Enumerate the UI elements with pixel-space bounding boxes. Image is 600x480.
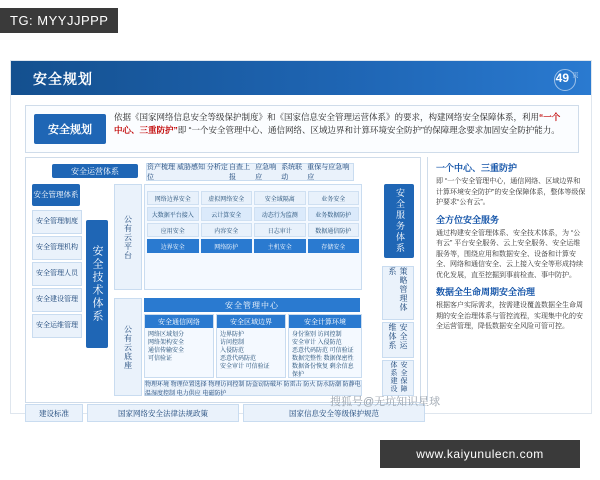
grid-cell-1-0: 大数据平台接入 <box>147 207 199 221</box>
grid-cell-2-0: 应用安全 <box>147 223 199 237</box>
sub-panel-network-title: 安全通信网络 <box>145 315 213 328</box>
sub-panel-compute-title: 安全计算环境 <box>289 315 361 328</box>
banner-tag: 安全规划 <box>34 114 106 144</box>
ops-item-2: 应急响应 <box>255 164 277 181</box>
ops-item-3: 系统联动 <box>281 164 303 181</box>
mgmt-item-3: 安全建设管理 <box>32 288 82 312</box>
standards-row <box>25 405 577 421</box>
grid-cell-0-3: 业务安全 <box>308 191 360 205</box>
mgmt-item-1: 安全管理机构 <box>32 236 82 260</box>
grid-cell-3-0: 边界安全 <box>147 239 199 253</box>
standards-chip-1: 国家网络安全法律法规政策 <box>87 404 239 422</box>
grid-row-2 <box>147 223 359 237</box>
physical-environment-strip: 物理环境 物理位置选择 物理访问控制 防盗窃防破坏 防雷击 防火 防水防潮 防静电 温湿度控制 电力供应 电磁防护 <box>145 382 361 397</box>
grid-cell-0-1: 虚拟网络安全 <box>201 191 253 205</box>
architecture-diagram <box>25 157 421 403</box>
page-number: 49 <box>555 71 569 85</box>
sub-panel-boundary <box>216 314 286 378</box>
mgmt-item-2: 安全管理人员 <box>32 262 82 286</box>
grid-cell-2-1: 内容安全 <box>201 223 253 237</box>
mgmt-item-0: 安全管理制度 <box>32 210 82 234</box>
grid-cell-0-0: 网络边界安全 <box>147 191 199 205</box>
ops-item-4: 重保与应急响应 <box>307 164 350 181</box>
ops-item-1: 自查上报 <box>228 164 250 181</box>
ops-capability-row <box>146 163 354 181</box>
right-text-column <box>427 157 586 401</box>
banner-text-highlight: “一个中心、三重防护” <box>114 112 561 136</box>
standards-chip-2: 国家信息安全等级保护规范 <box>243 404 425 422</box>
sub-panel-compute <box>288 314 362 378</box>
label-management-system: 安全管理体系 <box>32 184 80 206</box>
intro-banner <box>25 105 579 153</box>
sub-panel-boundary-title: 安全区域边界 <box>217 315 285 328</box>
standards-chip-0: 建设标准 <box>25 404 83 422</box>
right-heading-0: 一个中心、三重防护 <box>436 163 518 173</box>
grid-cell-1-1: 云计算安全 <box>201 207 253 221</box>
grid-cell-1-2: 动态行为监测 <box>254 207 306 221</box>
slide <box>10 60 592 418</box>
right-heading-2: 数据全生命周期安全治理 <box>436 287 536 297</box>
zone-public-cloud-base: 公有云底座 <box>114 298 142 396</box>
grid-cell-3-1: 网络防护 <box>201 239 253 253</box>
right-heading-1: 全方位安全服务 <box>436 214 500 225</box>
banner-text-part3: 即 “一个安全管理中心、通信网络、区域边界和计算环境安全防护”的保障理念要求加固安全防护能力。 <box>177 125 560 136</box>
grid-cell-3-3: 存储安全 <box>308 239 360 253</box>
label-service-system: 安全服务体系 <box>384 184 414 258</box>
label-policy-management: 策略管理体系 <box>382 266 414 320</box>
mgmt-item-4: 安全运维管理 <box>32 314 82 338</box>
label-security-ops: 安全运维体系 <box>382 322 414 358</box>
ops-item-0: 资产梳理 威胁感知 分析定位 <box>147 164 228 181</box>
watermark-url: www.kaiyunulecn.com <box>380 440 580 468</box>
sub-panel-network-items: 网络区域划分 网络架构安全 通信传输安全 可信验证 <box>148 332 185 363</box>
zone-public-cloud-platform: 公有云平台 <box>114 184 142 290</box>
page-number-wrap <box>541 64 581 92</box>
banner-text-part1: 依据《国家网络信息安全等级保护制度》和《国家信息安全管理运营体系》的要求，构建网络安全保障体系，利用 <box>114 112 540 122</box>
grid-cell-0-2: 安全域隔离 <box>254 191 306 205</box>
label-assurance-build: 安全保障体系建设 <box>382 360 414 396</box>
grid-row-3 <box>147 239 359 253</box>
grid-cell-2-3: 数据通信防护 <box>308 223 360 237</box>
sub-panel-boundary-items: 边界防护 访问控制 入侵防范 恶意代码防范 安全审计 可信验证 <box>220 332 270 371</box>
security-management-center: 安全管理中心 <box>144 298 360 312</box>
grid-cell-1-3: 业务数据防护 <box>308 207 360 221</box>
banner-text <box>114 111 566 137</box>
label-ops-system: 安全运营体系 <box>52 164 138 178</box>
right-paragraph-0: 即 “一个安全管理中心，通信网络、区域边界和计算环境安全防护”的安全保障体系，整体等级保护要求“公有云”。 <box>436 178 586 206</box>
page-title: 安全规划 <box>33 71 93 87</box>
right-paragraph-1: 通过构建安全管理体系、安全技术体系，为 “公有云” 平台安全服务、云上安全服务、安全运维服务等，围绕应用和数据安全、设备和计算安全、网络和通信安全、云上接入安全等形成持续优化发展，直至挖掘到事前检查、事中防护。 <box>436 229 583 279</box>
page-number-unit: 页 <box>571 72 577 78</box>
tg-badge: TG: MYYJJPPP <box>0 8 118 33</box>
grid-row-0 <box>147 191 359 205</box>
grid-row-1 <box>147 207 359 221</box>
top-capability-grid <box>144 184 362 290</box>
watermark-text: 搜狐号@无坑知识星球 <box>330 396 441 408</box>
right-paragraph-2: 根据客户实际需求，按需建设覆盖数据全生命周期的安全治理体系与管控流程，实现集中化的安全运营管理，降低数据安全风险可管可控。 <box>436 302 583 330</box>
grid-cell-2-2: 日志审计 <box>254 223 306 237</box>
sub-panel-compute-items: 身份鉴别 访问控制 安全审计 入侵防范 恶意代码防范 可信验证 数据完整性 数据保密性 数据备份恢复 剩余信息保护 <box>292 332 354 379</box>
slide-header <box>11 61 591 95</box>
label-technical-system: 安全技术体系 <box>86 220 108 348</box>
grid-cell-3-2: 主机安全 <box>254 239 306 253</box>
sub-panel-network <box>144 314 214 378</box>
